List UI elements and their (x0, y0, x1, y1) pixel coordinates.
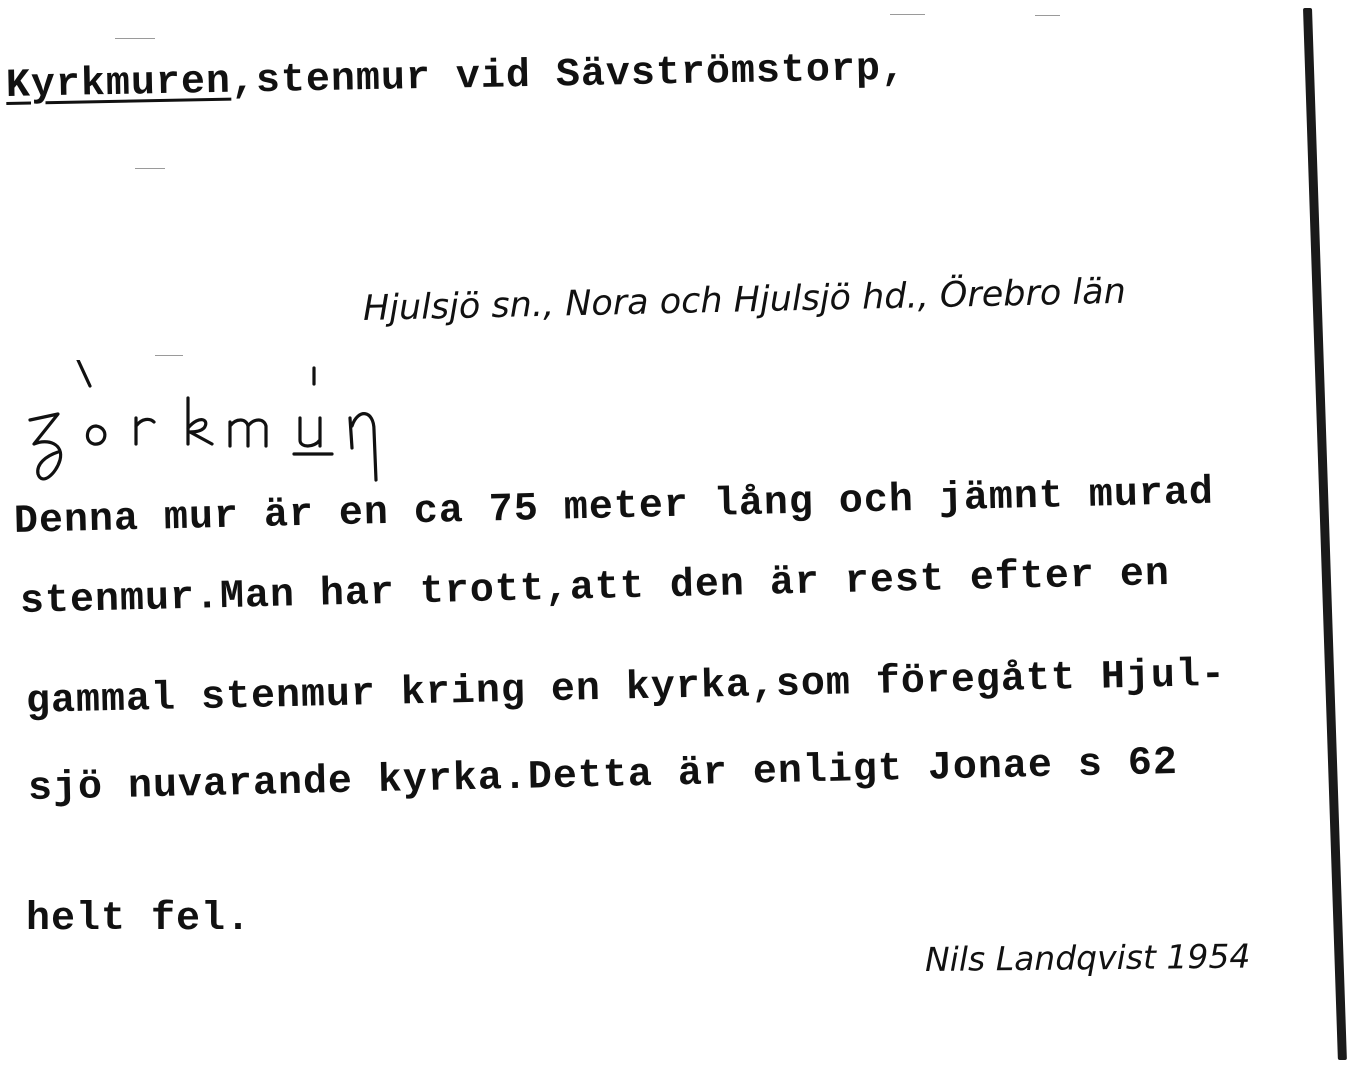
card-heading (6, 47, 907, 109)
headword: Kyrkmuren (5, 59, 232, 109)
scan-speck (1035, 15, 1060, 16)
scan-speck (890, 14, 925, 15)
handwritten-phonetic-transcription (24, 360, 404, 490)
card-edge-border (1303, 8, 1347, 1060)
author-signature: Nils Landqvist 1954 (924, 936, 1251, 979)
scan-speck (135, 168, 165, 169)
heading-description: ,stenmur vid Sävströmstorp, (230, 46, 907, 105)
parish-location: Hjulsjö sn., Nora och Hjulsjö hd., Örebro län (362, 271, 1127, 329)
body-line-3: gammal stenmur kring en kyrka,som föregått Hjul- (25, 652, 1227, 725)
scan-speck (155, 355, 183, 356)
body-line-5: helt fel. (26, 897, 252, 942)
scan-speck (115, 38, 155, 39)
body-line-4: sjö nuvarande kyrka.Detta är enligt Jonae s 62 (27, 740, 1179, 812)
body-line-2: stenmur.Man har trott,att den är rest efter en (19, 551, 1171, 625)
body-line-1: Denna mur är en ca 75 meter lång och jämnt murad (13, 470, 1215, 545)
